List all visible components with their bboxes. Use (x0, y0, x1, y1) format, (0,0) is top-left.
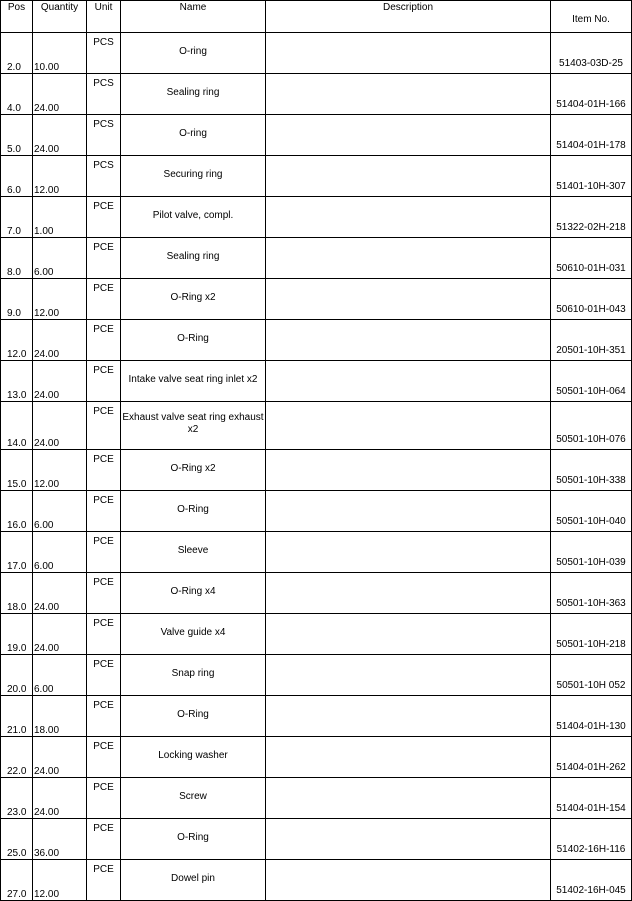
unit-cell: PCE (87, 614, 121, 655)
item-no-cell: 20501-10H-351 (551, 320, 632, 361)
name-cell: Intake valve seat ring inlet x2 (121, 361, 266, 402)
description-cell (266, 696, 551, 737)
name-cell: O-Ring x2 (121, 279, 266, 320)
table-row (1, 450, 632, 491)
item-no-cell: 50501-10H 052 (551, 655, 632, 696)
header-quantity: Quantity (33, 1, 87, 33)
quantity-cell: 12.00 (33, 450, 87, 491)
description-cell (266, 614, 551, 655)
item-no-cell: 50501-10H-039 (551, 532, 632, 573)
quantity-cell: 24.00 (33, 614, 87, 655)
table-row (1, 115, 632, 156)
table-row (1, 696, 632, 737)
item-no-cell: 51322-02H-218 (551, 197, 632, 238)
description-cell (266, 491, 551, 532)
name-cell: O-Ring x2 (121, 450, 266, 491)
unit-cell: PCE (87, 279, 121, 320)
table-row (1, 402, 632, 450)
table-row (1, 614, 632, 655)
pos-cell: 25.0 (1, 819, 33, 860)
name-cell: O-Ring x4 (121, 573, 266, 614)
quantity-cell: 6.00 (33, 491, 87, 532)
name-cell: Sealing ring (121, 74, 266, 115)
quantity-cell: 6.00 (33, 532, 87, 573)
unit-cell: PCS (87, 74, 121, 115)
item-no-cell: 50501-10H-076 (551, 402, 632, 450)
item-no-cell: 51402-16H-045 (551, 860, 632, 901)
table-row (1, 279, 632, 320)
description-cell (266, 33, 551, 74)
unit-cell: PCE (87, 819, 121, 860)
pos-cell: 13.0 (1, 361, 33, 402)
quantity-cell: 24.00 (33, 320, 87, 361)
quantity-cell: 24.00 (33, 361, 87, 402)
name-cell: O-Ring (121, 696, 266, 737)
item-no-cell: 51404-01H-154 (551, 778, 632, 819)
unit-cell: PCE (87, 655, 121, 696)
quantity-cell: 24.00 (33, 573, 87, 614)
unit-cell: PCE (87, 573, 121, 614)
pos-cell: 21.0 (1, 696, 33, 737)
description-cell (266, 532, 551, 573)
pos-cell: 15.0 (1, 450, 33, 491)
unit-cell: PCE (87, 532, 121, 573)
pos-cell: 12.0 (1, 320, 33, 361)
item-no-cell: 51404-01H-130 (551, 696, 632, 737)
item-no-cell: 50610-01H-031 (551, 238, 632, 279)
table-row (1, 491, 632, 532)
pos-cell: 27.0 (1, 860, 33, 901)
table-header-row (1, 1, 632, 33)
item-no-cell: 51401-10H-307 (551, 156, 632, 197)
item-no-cell: 51404-01H-166 (551, 74, 632, 115)
item-no-cell: 50501-10H-064 (551, 361, 632, 402)
unit-cell: PCE (87, 696, 121, 737)
unit-cell: PCE (87, 737, 121, 778)
table-row (1, 320, 632, 361)
pos-cell: 20.0 (1, 655, 33, 696)
quantity-cell: 24.00 (33, 115, 87, 156)
description-cell (266, 74, 551, 115)
quantity-cell: 6.00 (33, 238, 87, 279)
table-row (1, 737, 632, 778)
table-row (1, 532, 632, 573)
quantity-cell: 12.00 (33, 279, 87, 320)
item-no-cell: 51403-03D-25 (551, 33, 632, 74)
unit-cell: PCE (87, 238, 121, 279)
pos-cell: 2.0 (1, 33, 33, 74)
name-cell: Securing ring (121, 156, 266, 197)
name-cell: Locking washer (121, 737, 266, 778)
description-cell (266, 238, 551, 279)
name-cell: O-Ring (121, 491, 266, 532)
pos-cell: 4.0 (1, 74, 33, 115)
pos-cell: 14.0 (1, 402, 33, 450)
name-cell: Snap ring (121, 655, 266, 696)
name-cell: O-ring (121, 33, 266, 74)
description-cell (266, 573, 551, 614)
quantity-cell: 10.00 (33, 33, 87, 74)
name-cell: Pilot valve, compl. (121, 197, 266, 238)
unit-cell: PCE (87, 450, 121, 491)
header-name: Name (121, 1, 266, 33)
table-row (1, 361, 632, 402)
quantity-cell: 24.00 (33, 778, 87, 819)
description-cell (266, 156, 551, 197)
description-cell (266, 819, 551, 860)
pos-cell: 22.0 (1, 737, 33, 778)
item-no-cell: 51404-01H-262 (551, 737, 632, 778)
item-no-cell: 50501-10H-218 (551, 614, 632, 655)
table-row (1, 197, 632, 238)
pos-cell: 16.0 (1, 491, 33, 532)
description-cell (266, 320, 551, 361)
quantity-cell: 24.00 (33, 74, 87, 115)
name-cell: Dowel pin (121, 860, 266, 901)
quantity-cell: 12.00 (33, 156, 87, 197)
table-row (1, 819, 632, 860)
name-cell: O-ring (121, 115, 266, 156)
header-item-no: Item No. (551, 1, 632, 33)
quantity-cell: 36.00 (33, 819, 87, 860)
pos-cell: 23.0 (1, 778, 33, 819)
pos-cell: 6.0 (1, 156, 33, 197)
unit-cell: PCE (87, 491, 121, 532)
table-row (1, 156, 632, 197)
name-cell: Sealing ring (121, 238, 266, 279)
item-no-cell: 50501-10H-040 (551, 491, 632, 532)
table-row (1, 655, 632, 696)
item-no-cell: 50501-10H-338 (551, 450, 632, 491)
item-no-cell: 50501-10H-363 (551, 573, 632, 614)
item-no-cell: 51404-01H-178 (551, 115, 632, 156)
table-row (1, 573, 632, 614)
description-cell (266, 402, 551, 450)
name-cell: Valve guide x4 (121, 614, 266, 655)
pos-cell: 7.0 (1, 197, 33, 238)
header-description: Description (266, 1, 551, 33)
table-row (1, 33, 632, 74)
unit-cell: PCS (87, 115, 121, 156)
name-cell: O-Ring (121, 819, 266, 860)
description-cell (266, 450, 551, 491)
quantity-cell: 24.00 (33, 737, 87, 778)
description-cell (266, 737, 551, 778)
table-row (1, 860, 632, 901)
pos-cell: 17.0 (1, 532, 33, 573)
description-cell (266, 115, 551, 156)
unit-cell: PCE (87, 361, 121, 402)
quantity-cell: 24.00 (33, 402, 87, 450)
quantity-cell: 6.00 (33, 655, 87, 696)
name-cell: Sleeve (121, 532, 266, 573)
quantity-cell: 12.00 (33, 860, 87, 901)
description-cell (266, 279, 551, 320)
unit-cell: PCE (87, 402, 121, 450)
unit-cell: PCE (87, 860, 121, 901)
unit-cell: PCE (87, 197, 121, 238)
unit-cell: PCS (87, 33, 121, 74)
description-cell (266, 860, 551, 901)
pos-cell: 5.0 (1, 115, 33, 156)
name-cell: O-Ring (121, 320, 266, 361)
table-row (1, 74, 632, 115)
quantity-cell: 18.00 (33, 696, 87, 737)
item-no-cell: 50610-01H-043 (551, 279, 632, 320)
table-row (1, 778, 632, 819)
unit-cell: PCE (87, 778, 121, 819)
pos-cell: 9.0 (1, 279, 33, 320)
name-cell: Screw (121, 778, 266, 819)
unit-cell: PCE (87, 320, 121, 361)
pos-cell: 8.0 (1, 238, 33, 279)
header-pos: Pos (1, 1, 33, 33)
description-cell (266, 655, 551, 696)
pos-cell: 19.0 (1, 614, 33, 655)
description-cell (266, 361, 551, 402)
table-row (1, 238, 632, 279)
table-body (1, 33, 632, 901)
pos-cell: 18.0 (1, 573, 33, 614)
description-cell (266, 778, 551, 819)
unit-cell: PCS (87, 156, 121, 197)
name-cell: Exhaust valve seat ring exhaust x2 (121, 402, 266, 450)
header-unit: Unit (87, 1, 121, 33)
description-cell (266, 197, 551, 238)
quantity-cell: 1.00 (33, 197, 87, 238)
item-no-cell: 51402-16H-116 (551, 819, 632, 860)
